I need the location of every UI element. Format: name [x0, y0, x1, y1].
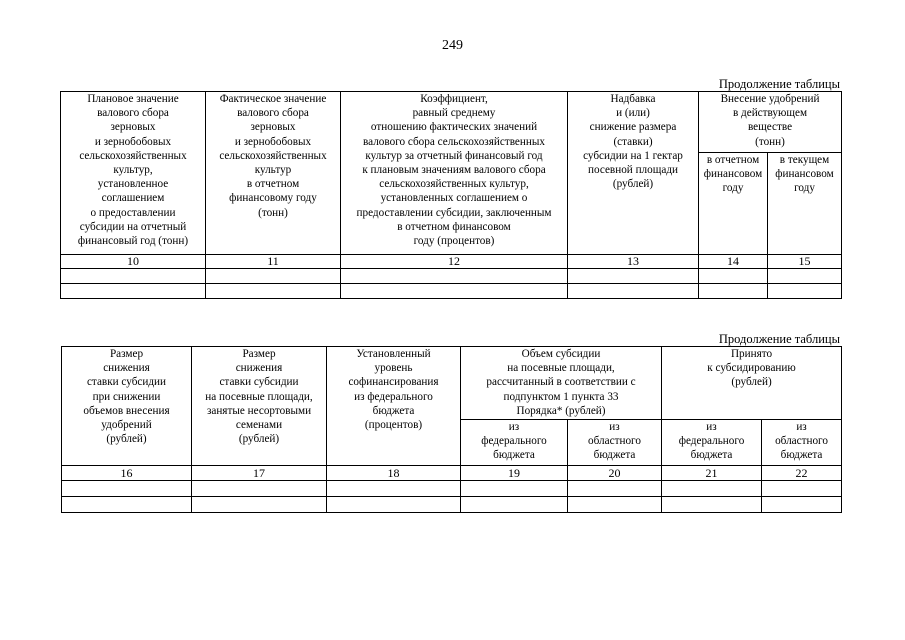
empty-cell	[762, 497, 842, 513]
subheader-current-year: в текущем финансовом году	[768, 153, 842, 255]
column-number: 13	[568, 255, 699, 269]
column-number: 12	[341, 255, 568, 269]
empty-cell	[62, 481, 192, 497]
empty-cell	[341, 284, 568, 299]
column-number: 14	[699, 255, 768, 269]
empty-cell	[206, 269, 341, 284]
table2-continuation-label: Продолжение таблицы	[718, 332, 840, 346]
empty-cell	[568, 269, 699, 284]
empty-cell	[192, 481, 327, 497]
column-number: 15	[768, 255, 842, 269]
header-rate-reduction-non-varietal-seeds: Размер снижения ставки субсидии на посевные площади, занятые несортовыми семенами (рублей)	[192, 347, 327, 466]
empty-cell	[62, 497, 192, 513]
subheader-regional-budget: из областного бюджета	[568, 420, 662, 466]
header-accepted-for-subsidy: Принято к субсидированию (рублей)	[662, 347, 842, 420]
empty-cell	[61, 269, 206, 284]
empty-cell	[61, 284, 206, 299]
subheader-federal-budget: из федерального бюджета	[461, 420, 568, 466]
header-subsidy-rate-adjustment: Надбавка и (или) снижение размера (ставки) субсидии на 1 гектар посевной площади (рублей)	[568, 92, 699, 255]
empty-cell	[662, 497, 762, 513]
empty-cell	[327, 497, 461, 513]
header-rate-reduction-fertilizer: Размер снижения ставки субсидии при снижении объемов внесения удобрений (рублей)	[62, 347, 192, 466]
page-number: 249	[442, 38, 463, 53]
empty-table-row	[61, 284, 842, 299]
column-number: 10	[61, 255, 206, 269]
empty-cell	[762, 481, 842, 497]
empty-cell	[192, 497, 327, 513]
empty-cell	[461, 497, 568, 513]
column-number: 22	[762, 466, 842, 481]
subsidy-table-part-2	[61, 346, 842, 513]
column-number: 16	[62, 466, 192, 481]
empty-cell	[327, 481, 461, 497]
empty-table-row	[62, 497, 842, 513]
empty-cell	[699, 284, 768, 299]
empty-cell	[768, 269, 842, 284]
empty-cell	[568, 497, 662, 513]
empty-cell	[699, 269, 768, 284]
header-subsidy-volume: Объем субсидии на посевные площади, рассчитанный в соответствии с подпунктом 1 пункта 33 Порядка* (рублей)	[461, 347, 662, 420]
subsidy-table-part-1	[60, 91, 842, 299]
column-number-row	[61, 255, 842, 269]
empty-table-row	[61, 269, 842, 284]
empty-cell	[768, 284, 842, 299]
column-number: 19	[461, 466, 568, 481]
header-fertilizer-application: Внесение удобрений в действующем веществе (тонн)	[699, 92, 842, 153]
column-number: 20	[568, 466, 662, 481]
subheader-reporting-year: в отчетном финансовом году	[699, 153, 768, 255]
empty-cell	[568, 284, 699, 299]
subheader-regional-budget: из областного бюджета	[762, 420, 842, 466]
table1-continuation-label: Продолжение таблицы	[718, 77, 840, 91]
subheader-federal-budget: из федерального бюджета	[662, 420, 762, 466]
column-number: 11	[206, 255, 341, 269]
empty-table-row	[62, 481, 842, 497]
empty-cell	[662, 481, 762, 497]
empty-cell	[206, 284, 341, 299]
header-planned-gross-harvest: Плановое значение валового сбора зерновых и зернобобовых сельскохозяйственных культур, установленное соглашением о предоставлении субсидии на отчетный финансовый год (тонн)	[61, 92, 206, 255]
empty-cell	[568, 481, 662, 497]
header-actual-gross-harvest: Фактическое значение валового сбора зерновых и зернобобовых сельскохозяйственных культур в отчетном финансовому году (тонн)	[206, 92, 341, 255]
empty-cell	[341, 269, 568, 284]
header-harvest-coefficient: Коэффициент, равный среднему отношению фактических значений валового сбора сельскохозяйственных культур за отчетный финансовый год к плановым значениям валового сбора сельскохозяйственных культур, установленных соглашением о предоставлении субсидии, заключенным в отчетном финансовом году (процентов)	[341, 92, 568, 255]
column-number-row	[62, 466, 842, 481]
empty-cell	[461, 481, 568, 497]
column-number: 17	[192, 466, 327, 481]
header-cofinancing-level: Установленный уровень софинансирования из федерального бюджета (процентов)	[327, 347, 461, 466]
column-number: 21	[662, 466, 762, 481]
column-number: 18	[327, 466, 461, 481]
